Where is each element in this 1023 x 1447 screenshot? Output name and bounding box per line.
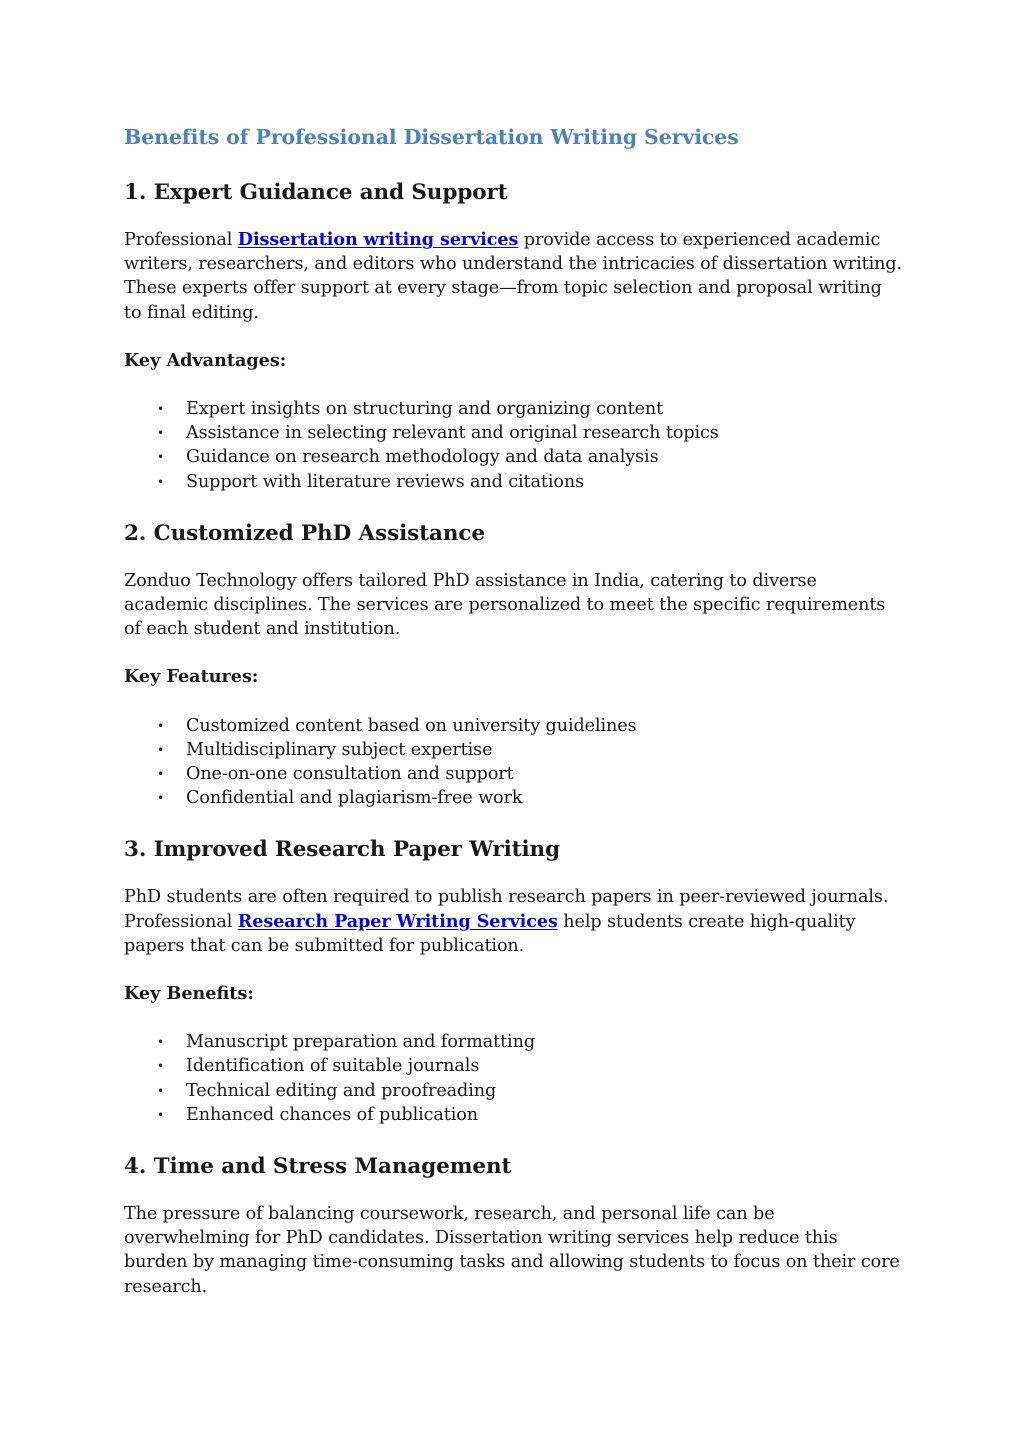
- list-item: [124, 397, 904, 421]
- bullet-icon: •: [157, 1083, 164, 1098]
- list-item: [124, 738, 904, 762]
- subheading-key-benefits: Key Benefits:: [124, 983, 254, 1005]
- list-item: [124, 470, 904, 494]
- list-item: [124, 445, 904, 469]
- paragraph-text: Professional: [124, 230, 238, 250]
- list-item-text: Technical editing and proofreading: [186, 1080, 497, 1101]
- list-item-text: Expert insights on structuring and organizing content: [186, 399, 664, 420]
- bullet-icon: •: [157, 767, 164, 782]
- list-item: [124, 1054, 904, 1078]
- list-item: [124, 762, 904, 786]
- list-item: [124, 1030, 904, 1054]
- paragraph-text: PhD students are often required to publish research papers in peer-reviewed journals. Professional: [124, 887, 889, 932]
- list-item-text: Enhanced chances of publication: [186, 1104, 479, 1125]
- list-item: [124, 1079, 904, 1103]
- document-body: [124, 122, 904, 1323]
- bullet-icon: •: [157, 1059, 164, 1074]
- section-heading: 4. Time and Stress Management: [124, 1154, 512, 1180]
- research-paper-writing-services-link[interactable]: Research Paper Writing Services: [237, 910, 558, 932]
- section-heading: 3. Improved Research Paper Writing: [124, 837, 561, 863]
- paragraph-text: help students create high-quality papers that can be submitted for publication.: [124, 911, 856, 956]
- list-item-text: Manuscript preparation and formatting: [186, 1032, 535, 1053]
- bullet-icon: •: [157, 450, 164, 465]
- list-item-text: Assistance in selecting relevant and original research topics: [186, 423, 719, 444]
- section-expert-guidance: [124, 178, 904, 494]
- section-time-and-stress-management: [124, 1152, 904, 1299]
- bullet-icon: •: [157, 426, 164, 441]
- list-item: [124, 1103, 904, 1127]
- list-item: [124, 421, 904, 445]
- bullet-list: [124, 1030, 904, 1127]
- bullet-icon: •: [157, 1107, 164, 1122]
- section-paragraph: The pressure of balancing coursework, research, and personal life can be overwhelming for PhD candidates. Dissertation writing services help reduce this burden by managing time-consuming tasks and allowing students to focus on their core research.: [124, 1204, 900, 1297]
- list-item-text: Guidance on research methodology and data analysis: [186, 447, 659, 468]
- bullet-list: [124, 714, 904, 811]
- section-paragraph: [124, 228, 904, 325]
- bullet-icon: •: [157, 474, 164, 489]
- section-customized-phd-assistance: [124, 519, 904, 811]
- section-paragraph: [124, 885, 904, 958]
- list-item-text: Customized content based on university guidelines: [186, 715, 637, 736]
- list-item-text: Multidisciplinary subject expertise: [186, 739, 493, 760]
- bullet-icon: •: [157, 1035, 164, 1050]
- section-heading: 2. Customized PhD Assistance: [124, 520, 485, 546]
- bullet-icon: •: [157, 718, 164, 733]
- bullet-icon: •: [157, 402, 164, 417]
- section-improved-research-paper-writing: [124, 835, 904, 1127]
- list-item-text: Confidential and plagiarism-free work: [186, 788, 523, 809]
- list-item-text: One-on-one consultation and support: [186, 764, 514, 785]
- bullet-list: [124, 397, 904, 494]
- subheading-key-advantages: Key Advantages:: [124, 349, 287, 371]
- dissertation-writing-services-link[interactable]: Dissertation writing services: [237, 229, 519, 250]
- paragraph-text: provide access to experienced academic writers, researchers, and editors who understand the intricacies of dissertation writing. These experts offer support at every stage—from topic selection and proposal writing to final editing.: [124, 230, 903, 323]
- bullet-icon: •: [157, 791, 164, 806]
- section-paragraph: Zonduo Technology offers tailored PhD assistance in India, catering to diverse academic disciplines. The services are personalized to meet the specific requirements of each student and institution.: [124, 570, 886, 640]
- document-title: Benefits of Professional Dissertation Writing Services: [124, 125, 739, 149]
- subheading-key-features: Key Features:: [124, 666, 259, 688]
- list-item-text: Support with literature reviews and citations: [186, 471, 585, 492]
- list-item-text: Identification of suitable journals: [186, 1056, 480, 1077]
- list-item: [124, 714, 904, 738]
- list-item: [124, 786, 904, 810]
- bullet-icon: •: [157, 742, 164, 757]
- section-heading: 1. Expert Guidance and Support: [124, 180, 508, 205]
